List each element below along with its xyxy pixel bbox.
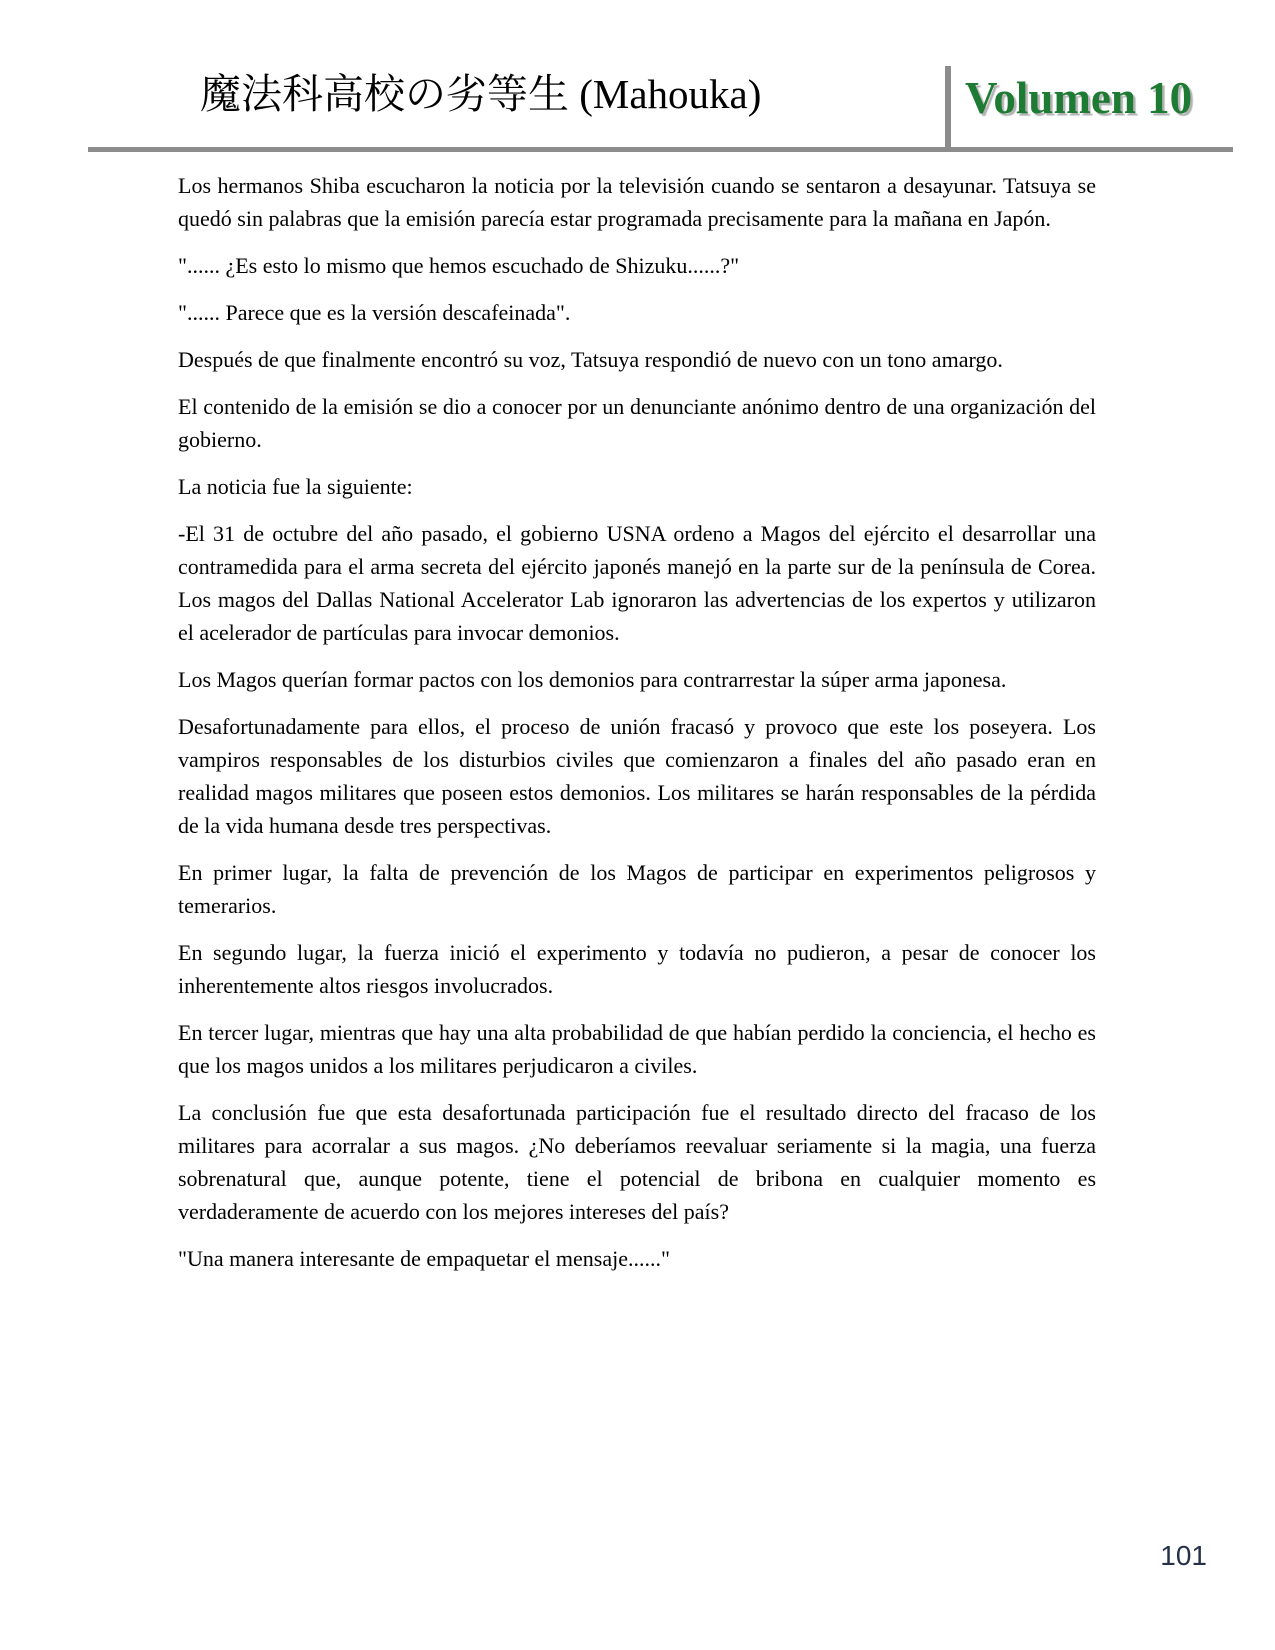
paragraph: En tercer lugar, mientras que hay una alta probabilidad de que habían perdido la conciencia, el hecho es que los magos unidos a los militares perjudicaron a civiles.	[178, 1020, 1096, 1078]
series-title: 魔法科高校の劣等生 (Mahouka)	[200, 71, 762, 117]
paragraph: En primer lugar, la falta de prevención de los Magos de participar en experimentos peligrosos y temerarios.	[178, 860, 1096, 918]
header-vertical-divider	[945, 66, 951, 150]
paragraph: Los hermanos Shiba escucharon la noticia por la televisión cuando se sentaron a desayunar. Tatsuya se quedó sin palabras que la emisión parecía estar programada precisamente para la mañana en Japón.	[178, 173, 1096, 231]
body-paragraphs	[178, 169, 1096, 1289]
paragraph: Desafortunadamente para ellos, el proceso de unión fracasó y provoco que este los poseyera. Los vampiros responsables de los disturbios civiles que comienzaron a finales del año pasado eran en realidad magos militares que poseen estos demonios. Los militares se harán responsables de la pérdida de la vida humana desde tres perspectivas.	[178, 714, 1096, 838]
header-horizontal-rule	[88, 147, 1233, 152]
paragraph: La conclusión fue que esta desafortunada participación fue el resultado directo del fracaso de los militares para acorralar a sus magos. ¿No deberíamos reevaluar seriamente si la magia, una fuerza sobrenatural que, aunque potente, tiene el potencial de bribona en cualquier momento es verdaderamente de acuerdo con los mejores intereses del país?	[178, 1100, 1096, 1224]
paragraph: En segundo lugar, la fuerza inició el experimento y todavía no pudieron, a pesar de conocer los inherentemente altos riesgos involucrados.	[178, 940, 1096, 998]
paragraph: El contenido de la emisión se dio a conocer por un denunciante anónimo dentro de una organización del gobierno.	[178, 394, 1096, 452]
paragraph: "...... Parece que es la versión descafeinada".	[178, 300, 571, 325]
paragraph: -El 31 de octubre del año pasado, el gobierno USNA ordeno a Magos del ejército el desarrollar una contramedida para el arma secreta del ejército japonés manejó en la parte sur de la península de Corea. Los magos del Dallas National Accelerator Lab ignoraron las advertencias de los expertos y utilizaron el acelerador de partículas para invocar demonios.	[178, 521, 1096, 645]
paragraph: Los Magos querían formar pactos con los demonios para contrarrestar la súper arma japonesa.	[178, 667, 1007, 692]
paragraph: "Una manera interesante de empaquetar el mensaje......"	[178, 1246, 670, 1271]
volume-label: Volumen 10	[965, 73, 1193, 123]
paragraph: La noticia fue la siguiente:	[178, 474, 413, 499]
paragraph: "...... ¿Es esto lo mismo que hemos escuchado de Shizuku......?"	[178, 253, 740, 278]
paragraph: Después de que finalmente encontró su voz, Tatsuya respondió de nuevo con un tono amargo.	[178, 347, 1003, 372]
page-number: 101	[1160, 1540, 1207, 1571]
